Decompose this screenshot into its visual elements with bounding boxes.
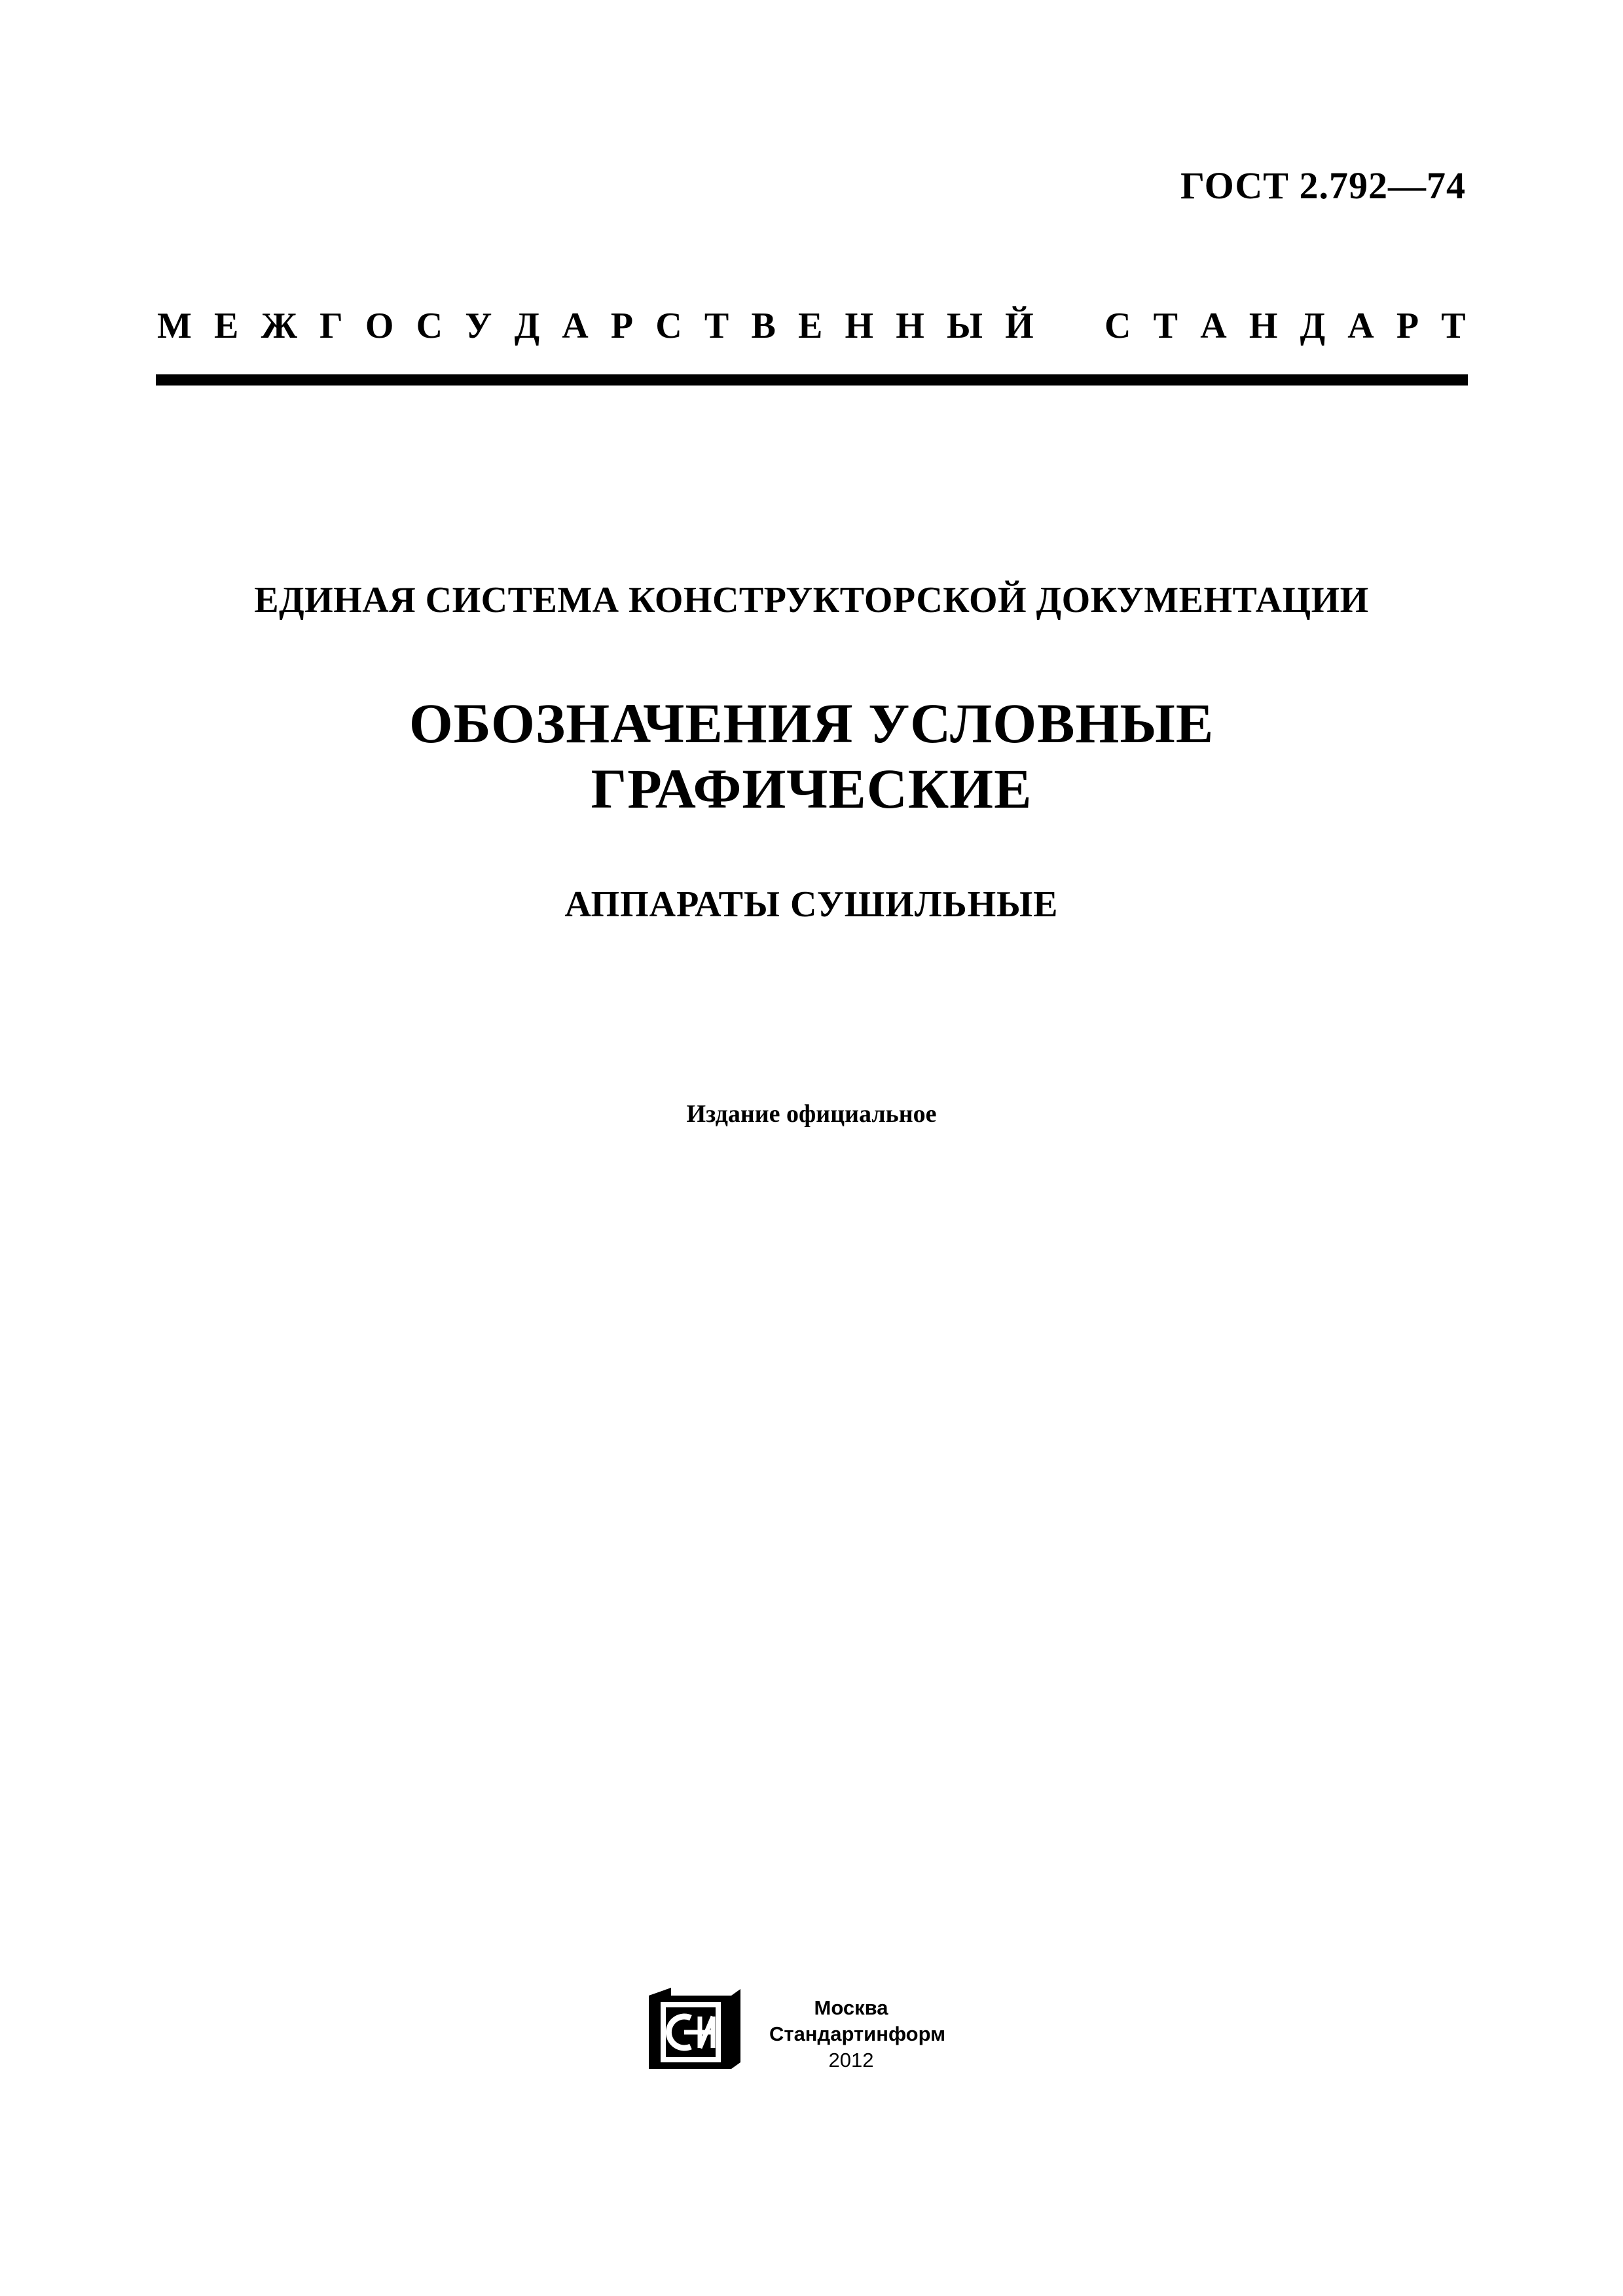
system-title: ЕДИНАЯ СИСТЕМА КОНСТРУКТОРСКОЙ ДОКУМЕНТАЦИИ: [254, 580, 1369, 620]
interstate-word-gap: [1056, 305, 1082, 347]
interstate-letter-word1: Н: [845, 306, 874, 346]
interstate-letter-word1: Й: [1005, 306, 1034, 346]
document-title: [0, 691, 1623, 821]
interstate-letter-word2: С: [1104, 306, 1131, 346]
standartinform-logo-icon: [645, 1986, 743, 2072]
interstate-letter-word1: Г: [319, 306, 343, 346]
interstate-letter-word1: Ж: [261, 306, 297, 346]
interstate-letter-word1: Е: [214, 306, 239, 346]
interstate-letter-word2: Д: [1300, 306, 1326, 346]
gost-number: ГОСТ 2.792—74: [1180, 164, 1466, 207]
interstate-letter-word1: Р: [610, 306, 634, 346]
publisher-name: Стандартинформ: [769, 2022, 946, 2045]
interstate-letter-word1: М: [157, 306, 192, 346]
interstate-standard-heading: [157, 305, 1466, 347]
interstate-letter-word2: Т: [1441, 306, 1466, 346]
interstate-letter-word1: А: [562, 306, 589, 346]
interstate-letter-word1: У: [465, 306, 492, 346]
interstate-letter-word1: Д: [514, 306, 540, 346]
interstate-letter-word1: Е: [797, 306, 823, 346]
interstate-letter-word2: Т: [1153, 306, 1178, 346]
interstate-letter-word1: С: [416, 306, 443, 346]
document-subtitle: АППАРАТЫ СУШИЛЬНЫЕ: [564, 884, 1059, 925]
interstate-letter-word1: Т: [704, 306, 729, 346]
document-title-line1: ОБОЗНАЧЕНИЯ УСЛОВНЫЕ: [409, 692, 1214, 755]
interstate-letter-word1: О: [365, 306, 394, 346]
interstate-letter-word1: С: [655, 306, 682, 346]
edition-note: Издание официальное: [686, 1100, 937, 1128]
publisher-city: Москва: [814, 1996, 888, 2019]
interstate-letter-word2: Р: [1396, 306, 1419, 346]
publisher-year: 2012: [828, 2049, 874, 2072]
document-title-line2: ГРАФИЧЕСКИЕ: [591, 757, 1032, 820]
publisher-block: [769, 1995, 946, 2073]
interstate-letter-word2: Н: [1249, 306, 1278, 346]
interstate-letter-word2: А: [1200, 306, 1227, 346]
heading-divider: [156, 374, 1468, 386]
interstate-letter-word1: Н: [896, 306, 924, 346]
interstate-letter-word2: А: [1347, 306, 1374, 346]
interstate-letter-word1: Ы: [946, 306, 983, 346]
interstate-letter-word1: В: [751, 306, 776, 346]
